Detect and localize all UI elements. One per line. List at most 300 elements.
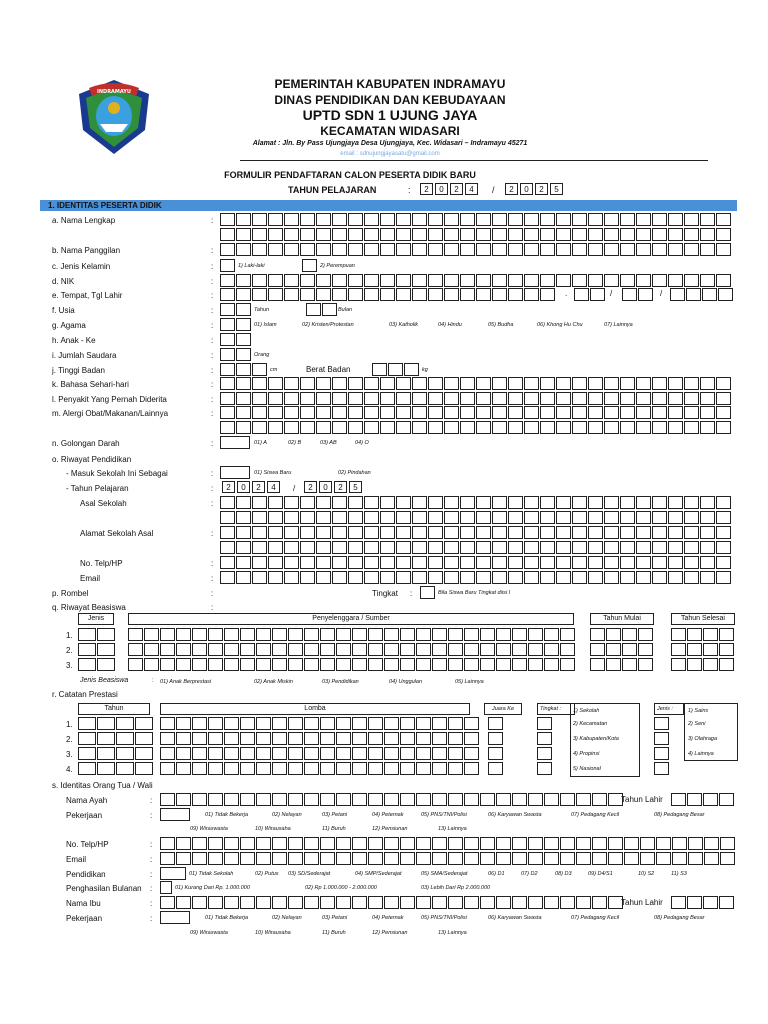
text-boxes[interactable]	[220, 421, 732, 434]
char-box	[544, 896, 559, 909]
usia-tahun-boxes[interactable]	[220, 303, 252, 316]
birth-month-boxes[interactable]	[622, 288, 654, 301]
kerja-opt: 02) Nelayan	[272, 915, 302, 921]
char-box	[687, 793, 702, 806]
char-box	[668, 377, 683, 390]
char-box	[620, 571, 635, 584]
char-box	[224, 852, 239, 865]
char-box	[576, 837, 591, 850]
prestasi-tingkat-box[interactable]	[537, 747, 553, 760]
char-box	[304, 628, 319, 641]
char-box	[135, 762, 153, 775]
char-box	[428, 392, 443, 405]
penghasilan-box[interactable]	[160, 881, 172, 894]
sekolah-boxes[interactable]	[220, 556, 732, 569]
digit-box: 4	[267, 481, 280, 493]
char-box	[488, 732, 503, 745]
agama-opt: 06) Khong Hu Chu	[537, 322, 583, 328]
prestasi-tingkat-box[interactable]	[537, 762, 553, 775]
char-box	[636, 377, 651, 390]
char-box	[428, 526, 443, 539]
char-box	[428, 377, 443, 390]
header-department: DINAS PENDIDIKAN DAN KEBUDAYAAN	[274, 93, 506, 107]
char-box	[208, 852, 223, 865]
char-box	[700, 511, 715, 524]
agama-boxes[interactable]	[220, 318, 252, 331]
prestasi-jenis-box[interactable]	[654, 717, 670, 730]
nama-lengkap-boxes[interactable]	[220, 243, 732, 256]
char-box	[416, 747, 431, 760]
char-box	[671, 896, 686, 909]
char-box	[460, 274, 475, 287]
char-box	[396, 556, 411, 569]
char-box	[448, 793, 463, 806]
birth-day-boxes[interactable]	[574, 288, 606, 301]
birth-year-boxes[interactable]	[670, 288, 734, 301]
char-box	[700, 274, 715, 287]
char-box	[460, 421, 475, 434]
char-box	[560, 643, 575, 656]
char-box	[604, 213, 619, 226]
char-box	[348, 541, 363, 554]
char-box	[652, 377, 667, 390]
char-box	[160, 747, 175, 760]
hasil-opt: 01) Kurang Dari Rp. 1.000.000	[175, 885, 250, 891]
char-box	[252, 556, 267, 569]
char-box	[252, 496, 267, 509]
char-box	[476, 421, 491, 434]
char-box	[476, 288, 491, 301]
char-box	[192, 793, 207, 806]
nama-ayah-boxes[interactable]	[160, 793, 624, 806]
char-box	[304, 732, 319, 745]
char-box	[288, 732, 303, 745]
char-box	[556, 406, 571, 419]
char-box	[476, 213, 491, 226]
char-box	[284, 511, 299, 524]
char-box	[464, 643, 479, 656]
hasil-opt: 02) Rp 1.000.000 - 2.000.000	[305, 885, 377, 891]
char-box	[606, 643, 621, 656]
prestasi-tahun-boxes[interactable]	[78, 732, 154, 745]
char-box	[703, 658, 718, 671]
ortu-text-boxes[interactable]	[160, 852, 736, 865]
char-box	[192, 896, 207, 909]
prestasi-tahun-boxes[interactable]	[78, 762, 154, 775]
char-box	[300, 213, 315, 226]
prestasi-jenis-box[interactable]	[654, 732, 670, 745]
char-box	[528, 793, 543, 806]
char-box	[364, 496, 379, 509]
char-box	[540, 288, 555, 301]
tahun-lahir-ibu-boxes[interactable]	[671, 896, 735, 909]
year-end-boxes[interactable]	[505, 183, 565, 195]
char-box	[606, 628, 621, 641]
char-box	[654, 732, 669, 745]
char-box	[284, 274, 299, 287]
char-box	[224, 896, 239, 909]
prestasi-row-num: 4.	[66, 765, 73, 774]
char-box	[636, 496, 651, 509]
char-box	[476, 406, 491, 419]
prestasi-row-num: 2.	[66, 735, 73, 744]
char-box	[492, 571, 507, 584]
char-box	[368, 762, 383, 775]
prestasi-juara-box[interactable]	[488, 762, 504, 775]
digit-box: 0	[319, 481, 332, 493]
colon: :	[211, 366, 214, 375]
beasiswa-jenis-boxes[interactable]	[78, 643, 116, 656]
tinggi-boxes[interactable]	[220, 363, 268, 376]
tahun-lahir-ayah-boxes[interactable]	[671, 793, 735, 806]
char-box	[160, 717, 175, 730]
tingkat-opt: 2) Kecamatan	[573, 721, 608, 727]
char-box	[116, 747, 134, 760]
char-box	[256, 628, 271, 641]
char-box	[78, 762, 96, 775]
pendidikan-box[interactable]	[160, 867, 186, 880]
char-box	[544, 658, 559, 671]
char-box	[304, 658, 319, 671]
char-box	[622, 643, 637, 656]
prestasi-lomba-boxes[interactable]	[160, 717, 480, 730]
char-box	[560, 852, 575, 865]
nik-boxes[interactable]	[220, 274, 732, 287]
form-title: FORMULIR PENDAFTARAN CALON PESERTA DIDIK BARU	[224, 170, 476, 180]
kerja-opt: 09) Wiraswasta	[190, 930, 228, 936]
char-box	[78, 732, 96, 745]
char-box	[671, 793, 686, 806]
char-box	[508, 392, 523, 405]
char-box	[332, 274, 347, 287]
text-boxes[interactable]	[220, 392, 732, 405]
char-box	[464, 837, 479, 850]
sekolah-boxes[interactable]	[220, 511, 732, 524]
colon: :	[211, 291, 214, 300]
char-box	[668, 541, 683, 554]
char-box	[416, 628, 431, 641]
prestasi-lomba-boxes[interactable]	[160, 747, 480, 760]
char-box	[512, 896, 527, 909]
char-box	[316, 243, 331, 256]
kerja-opt: 08) Pedagang Besar	[654, 812, 705, 818]
ortu-text-boxes[interactable]	[160, 837, 736, 850]
char-box	[332, 496, 347, 509]
sekolah-boxes[interactable]	[220, 541, 732, 554]
prestasi-tahun-boxes[interactable]	[78, 747, 154, 760]
char-box	[700, 421, 715, 434]
char-box	[300, 377, 315, 390]
prestasi-tingkat-box[interactable]	[537, 732, 553, 745]
char-box	[348, 556, 363, 569]
char-box	[384, 896, 399, 909]
char-box	[654, 747, 669, 760]
beasiswa-selesai-boxes[interactable]	[671, 658, 735, 671]
char-box	[352, 628, 367, 641]
char-box	[604, 511, 619, 524]
char-box	[716, 556, 731, 569]
char-box	[512, 852, 527, 865]
char-box	[524, 541, 539, 554]
char-box	[604, 526, 619, 539]
char-box	[672, 852, 687, 865]
char-box	[620, 421, 635, 434]
beasiswa-sumber-boxes[interactable]	[128, 643, 576, 656]
beasiswa-mulai-boxes[interactable]	[590, 628, 654, 641]
label-usia: f. Usia	[52, 306, 75, 315]
char-box	[220, 421, 235, 434]
nama-lengkap-boxes[interactable]	[220, 213, 732, 226]
colon: :	[211, 351, 214, 360]
gender-box[interactable]	[302, 259, 317, 272]
char-box	[368, 628, 383, 641]
char-box	[240, 747, 255, 760]
beasiswa-opt: 03) Pendidikan	[322, 679, 359, 685]
tempat-lahir-boxes[interactable]	[220, 288, 556, 301]
char-box	[572, 213, 587, 226]
darah-opt: 02) B	[288, 440, 302, 446]
char-box	[508, 288, 523, 301]
nama-ibu-boxes[interactable]	[160, 896, 624, 909]
beasiswa-sumber-boxes[interactable]	[128, 628, 576, 641]
colon: :	[211, 559, 214, 568]
char-box	[220, 406, 235, 419]
prestasi-tingkat-box[interactable]	[537, 717, 553, 730]
darah-box[interactable]	[220, 436, 250, 449]
beasiswa-jenis-boxes[interactable]	[78, 658, 116, 671]
char-box	[476, 243, 491, 256]
char-box	[252, 421, 267, 434]
char-box	[336, 732, 351, 745]
char-box	[304, 837, 319, 850]
char-box	[336, 717, 351, 730]
char-box	[364, 243, 379, 256]
usia-bulan-boxes[interactable]	[306, 303, 338, 316]
char-box	[496, 852, 511, 865]
char-box	[288, 717, 303, 730]
char-box	[638, 658, 653, 671]
char-box	[687, 628, 702, 641]
char-box	[572, 541, 587, 554]
char-box	[304, 747, 319, 760]
section-bar	[40, 200, 737, 211]
char-box	[332, 571, 347, 584]
char-box	[300, 571, 315, 584]
char-box	[508, 496, 523, 509]
colon: :	[211, 336, 214, 345]
tingkat-box[interactable]	[420, 586, 435, 599]
char-box	[508, 213, 523, 226]
text-boxes[interactable]	[220, 377, 732, 390]
char-box	[268, 406, 283, 419]
char-box	[236, 228, 251, 241]
char-box	[428, 228, 443, 241]
char-box	[537, 747, 552, 760]
year-start-boxes[interactable]	[420, 183, 480, 195]
text-boxes[interactable]	[220, 406, 732, 419]
char-box	[304, 896, 319, 909]
char-box	[332, 556, 347, 569]
char-box	[444, 213, 459, 226]
char-box	[412, 288, 427, 301]
char-box	[224, 837, 239, 850]
char-box	[508, 511, 523, 524]
char-box	[720, 852, 735, 865]
char-box	[524, 377, 539, 390]
char-box	[492, 496, 507, 509]
char-box	[364, 511, 379, 524]
label-bahasa: k. Bahasa Sehari-hari	[52, 380, 129, 389]
char-box	[284, 421, 299, 434]
char-box	[416, 762, 431, 775]
char-box	[508, 274, 523, 287]
colon: :	[150, 870, 153, 879]
char-box	[480, 643, 495, 656]
prestasi-row-num: 1.	[66, 720, 73, 729]
char-box	[368, 717, 383, 730]
char-box	[604, 228, 619, 241]
char-box	[396, 406, 411, 419]
char-box	[656, 837, 671, 850]
char-box	[716, 377, 731, 390]
colon: :	[211, 306, 214, 315]
char-box	[428, 571, 443, 584]
char-box	[268, 243, 283, 256]
char-box	[316, 541, 331, 554]
digit-box: 2	[505, 183, 518, 195]
char-box	[348, 243, 363, 256]
nama-lengkap-boxes[interactable]	[220, 228, 732, 241]
char-box	[412, 511, 427, 524]
char-box	[208, 717, 223, 730]
char-box	[560, 658, 575, 671]
sekolah-boxes[interactable]	[220, 496, 732, 509]
char-box	[556, 511, 571, 524]
beasiswa-selesai-boxes[interactable]	[671, 628, 735, 641]
char-box	[160, 658, 175, 671]
kerja-opt: 06) Karyawan Swasta	[488, 915, 542, 921]
masuk-box[interactable]	[220, 466, 250, 479]
beasiswa-mulai-boxes[interactable]	[590, 643, 654, 656]
digit-box: 0	[237, 481, 250, 493]
char-box	[700, 213, 715, 226]
char-box	[368, 658, 383, 671]
colon: :	[150, 840, 153, 849]
tp-end-boxes[interactable]	[304, 481, 364, 493]
char-box	[719, 896, 734, 909]
char-box	[400, 643, 415, 656]
char-box	[396, 274, 411, 287]
tp-start-boxes[interactable]	[222, 481, 282, 493]
char-box	[252, 406, 267, 419]
label-catatan-prestasi: r. Catatan Prestasi	[52, 690, 118, 699]
char-box	[492, 213, 507, 226]
char-box	[97, 628, 115, 641]
char-box	[332, 243, 347, 256]
char-box	[508, 526, 523, 539]
label-rombel: p. Rombel	[52, 589, 89, 598]
kerja-opt: 05) PNS/TNI/Polisi	[421, 915, 467, 921]
char-box	[528, 643, 543, 656]
pekerjaan-ayah-box[interactable]	[160, 808, 190, 821]
kerja-opt: 03) Petani	[322, 812, 348, 818]
char-box	[512, 628, 527, 641]
char-box	[588, 377, 603, 390]
char-box	[364, 541, 379, 554]
beasiswa-header-sumber: Penyelenggara / Sumber	[128, 613, 574, 625]
prestasi-jenis-box[interactable]	[654, 747, 670, 760]
char-box	[192, 628, 207, 641]
char-box	[364, 228, 379, 241]
char-box	[160, 628, 175, 641]
prestasi-juara-box[interactable]	[488, 717, 504, 730]
char-box	[556, 213, 571, 226]
char-box	[719, 793, 734, 806]
char-box	[544, 837, 559, 850]
beasiswa-mulai-boxes[interactable]	[590, 658, 654, 671]
char-box	[572, 377, 587, 390]
char-box	[380, 556, 395, 569]
char-box	[160, 793, 175, 806]
char-box	[524, 406, 539, 419]
gender-box[interactable]	[220, 259, 235, 272]
char-box	[652, 571, 667, 584]
saudara-boxes[interactable]	[220, 348, 252, 361]
colon: :	[410, 589, 413, 598]
prestasi-juara-box[interactable]	[488, 732, 504, 745]
anak-ke-boxes[interactable]	[220, 333, 252, 346]
char-box	[336, 837, 351, 850]
sekolah-boxes[interactable]	[220, 526, 732, 539]
prestasi-juara-box[interactable]	[488, 747, 504, 760]
beasiswa-selesai-boxes[interactable]	[671, 643, 735, 656]
pend-opt: 06) D1	[488, 871, 505, 877]
pekerjaan-ibu-box[interactable]	[160, 911, 190, 924]
beasiswa-jenis-boxes[interactable]	[78, 628, 116, 641]
char-box	[316, 511, 331, 524]
berat-boxes[interactable]	[372, 363, 420, 376]
char-box	[348, 392, 363, 405]
char-box	[192, 643, 207, 656]
char-box	[460, 511, 475, 524]
gender-opt-female: 2) Perempuan	[320, 263, 355, 269]
char-box	[176, 837, 191, 850]
colon: :	[150, 899, 153, 908]
char-box	[300, 274, 315, 287]
char-box	[160, 762, 175, 775]
char-box	[576, 896, 591, 909]
kerja-opt: 11) Buruh	[322, 930, 346, 936]
prestasi-lomba-boxes[interactable]	[160, 762, 480, 775]
char-box	[716, 406, 731, 419]
sekolah-boxes[interactable]	[220, 571, 732, 584]
beasiswa-sumber-boxes[interactable]	[128, 658, 576, 671]
char-box	[444, 511, 459, 524]
char-box	[380, 511, 395, 524]
prestasi-jenis-box[interactable]	[654, 762, 670, 775]
prestasi-tahun-boxes[interactable]	[78, 717, 154, 730]
prestasi-lomba-boxes[interactable]	[160, 732, 480, 745]
char-box	[284, 556, 299, 569]
char-box	[476, 571, 491, 584]
char-box	[236, 274, 251, 287]
char-box	[352, 643, 367, 656]
char-box	[240, 732, 255, 745]
jenis-opt: 1) Sains	[688, 708, 709, 714]
char-box	[284, 571, 299, 584]
char-box	[572, 274, 587, 287]
char-box	[668, 421, 683, 434]
